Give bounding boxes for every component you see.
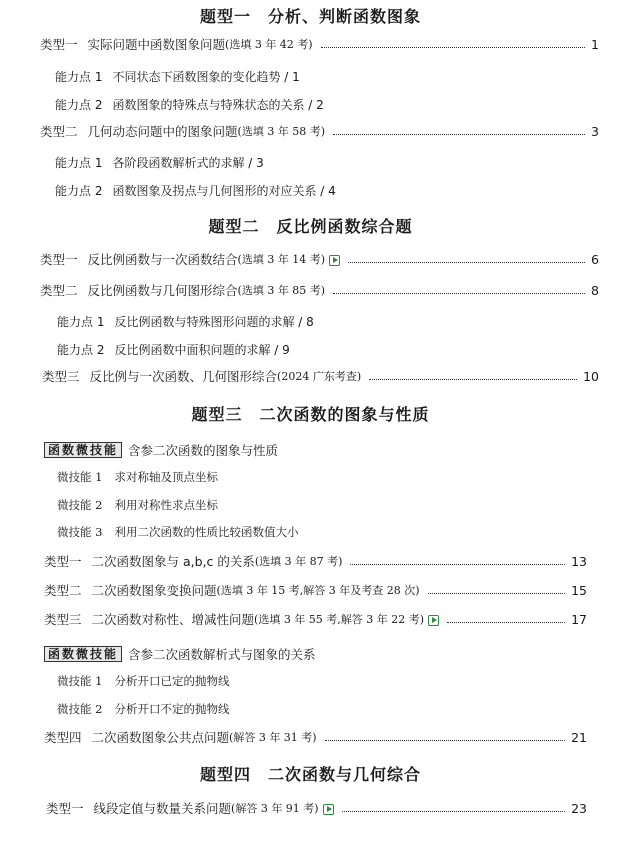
micro-skill-label: 微技能 2	[57, 498, 103, 512]
page-number: 23	[571, 801, 587, 816]
dot-leader	[369, 379, 577, 380]
entry-note: (选填 3 年 58 考)	[237, 125, 326, 138]
play-icon[interactable]	[329, 255, 340, 266]
page-number: 6	[591, 252, 599, 267]
entry-label: 类型二	[44, 583, 82, 598]
entry-note: (选填 3 年 87 考)	[254, 555, 343, 568]
micro-skill-text: 利用二次函数的性质比较函数值大小	[114, 525, 299, 539]
section-title-4: 题型四 二次函数与几何综合	[199, 765, 421, 784]
page-number: 8	[591, 283, 599, 298]
dot-leader	[342, 811, 565, 812]
toc-entry[interactable]	[40, 124, 599, 140]
entry-label: 类型一	[44, 554, 82, 569]
entry-title: 实际问题中函数图象问题	[87, 37, 226, 52]
entry-note: (选填 3 年 85 考)	[237, 284, 326, 297]
page-number: 3	[591, 124, 599, 139]
entry-title: 线段定值与数量关系问题	[93, 801, 232, 816]
section-title-1: 题型一 分析、判断函数图象	[199, 7, 421, 26]
page-number: 17	[571, 612, 587, 627]
micro-skill[interactable]	[57, 524, 298, 540]
page-number: 21	[571, 730, 587, 745]
toc-entry[interactable]	[44, 730, 587, 746]
entry-label: 类型四	[44, 730, 82, 745]
ability-label: 能力点 1	[55, 70, 103, 84]
dot-leader	[348, 262, 585, 263]
micro-skill[interactable]	[57, 469, 218, 485]
entry-note: (选填 3 年 55 考,解答 3 年 22 考)	[254, 613, 425, 626]
micro-skill[interactable]	[57, 673, 229, 689]
ability-label: 能力点 2	[55, 184, 103, 198]
micro-skill-label: 微技能 1	[57, 470, 103, 484]
play-icon[interactable]	[323, 804, 334, 815]
skill-tag: 函数微技能	[44, 442, 122, 458]
ability-point[interactable]	[55, 96, 324, 113]
ability-text: 反比例函数与特殊图形问题的求解 / 8	[114, 315, 314, 329]
toc-entry[interactable]	[44, 583, 587, 599]
entry-note: (解答 3 年 91 考)	[231, 802, 319, 815]
micro-skill-text: 分析开口已定的抛物线	[114, 674, 230, 688]
skill-block-title: 含参二次函数的图象与性质	[128, 443, 279, 458]
ability-label: 能力点 1	[57, 315, 105, 329]
micro-skill-text: 求对称轴及顶点坐标	[114, 470, 218, 484]
dot-leader	[325, 740, 565, 741]
page-number: 10	[583, 369, 599, 384]
micro-skill[interactable]	[57, 497, 218, 513]
toc-entry[interactable]	[42, 369, 599, 385]
entry-title: 二次函数图象与 a,b,c 的关系	[91, 554, 255, 569]
entry-label: 类型一	[40, 252, 78, 267]
toc-entry[interactable]	[44, 554, 587, 570]
entry-note: (解答 3 年 31 考)	[229, 731, 317, 744]
section-title-2: 题型二 反比例函数综合题	[208, 217, 413, 236]
entry-note: (2024 广东考查)	[277, 370, 362, 383]
entry-note: (选填 3 年 15 考,解答 3 年及考查 28 次)	[216, 584, 420, 597]
entry-title: 反比例函数与几何图形综合	[87, 283, 238, 298]
dot-leader	[333, 134, 585, 135]
entry-note: (选填 3 年 14 考)	[237, 253, 326, 266]
page-number: 13	[571, 554, 587, 569]
entry-title: 反比例函数与一次函数结合	[87, 252, 238, 267]
play-icon[interactable]	[428, 615, 439, 626]
micro-skill-text: 利用对称性求点坐标	[114, 498, 218, 512]
dot-leader	[321, 47, 585, 48]
ability-text: 反比例函数中面积问题的求解 / 9	[114, 343, 290, 357]
ability-point[interactable]	[57, 341, 290, 358]
toc-entry[interactable]	[40, 252, 599, 268]
page-number: 1	[591, 37, 599, 52]
skill-block-header	[44, 645, 316, 663]
entry-title: 二次函数图象变换问题	[91, 583, 217, 598]
ability-point[interactable]	[55, 182, 336, 199]
micro-skill-label: 微技能 3	[57, 525, 103, 539]
ability-point[interactable]	[55, 154, 264, 171]
page-number: 15	[571, 583, 587, 598]
entry-label: 类型二	[40, 283, 78, 298]
toc-entry[interactable]	[46, 801, 587, 817]
entry-title: 二次函数图象公共点问题	[91, 730, 230, 745]
ability-text: 不同状态下函数图象的变化趋势 / 1	[112, 70, 300, 84]
dot-leader	[447, 622, 565, 623]
ability-text: 函数图象及拐点与几何图形的对应关系 / 4	[112, 184, 336, 198]
skill-block-title: 含参二次函数解析式与图象的关系	[128, 647, 316, 662]
dot-leader	[428, 593, 566, 594]
toc-entry[interactable]	[44, 612, 587, 628]
ability-label: 能力点 2	[57, 343, 105, 357]
entry-label: 类型一	[40, 37, 78, 52]
micro-skill-label: 微技能 1	[57, 674, 103, 688]
entry-label: 类型三	[44, 612, 82, 627]
entry-label: 类型二	[40, 124, 78, 139]
entry-title: 反比例与一次函数、几何图形综合	[89, 369, 278, 384]
ability-text: 函数图象的特殊点与特殊状态的关系 / 2	[112, 98, 324, 112]
ability-label: 能力点 1	[55, 156, 103, 170]
entry-label: 类型一	[46, 801, 84, 816]
entry-title: 二次函数对称性、增减性问题	[91, 612, 255, 627]
ability-point[interactable]	[55, 68, 300, 85]
dot-leader	[350, 564, 565, 565]
toc-entry[interactable]	[40, 37, 599, 53]
skill-tag: 函数微技能	[44, 646, 122, 662]
entry-label: 类型三	[42, 369, 80, 384]
micro-skill[interactable]	[57, 701, 229, 717]
entry-note: (选填 3 年 42 考)	[225, 38, 313, 51]
dot-leader	[333, 293, 585, 294]
entry-title: 几何动态问题中的图象问题	[87, 124, 238, 139]
ability-text: 各阶段函数解析式的求解 / 3	[112, 156, 264, 170]
ability-label: 能力点 2	[55, 98, 103, 112]
ability-point[interactable]	[57, 313, 314, 330]
micro-skill-label: 微技能 2	[57, 702, 103, 716]
section-title-3: 题型三 二次函数的图象与性质	[191, 405, 430, 424]
micro-skill-text: 分析开口不定的抛物线	[114, 702, 230, 716]
toc-entry[interactable]	[40, 283, 599, 299]
skill-block-header	[44, 441, 278, 459]
